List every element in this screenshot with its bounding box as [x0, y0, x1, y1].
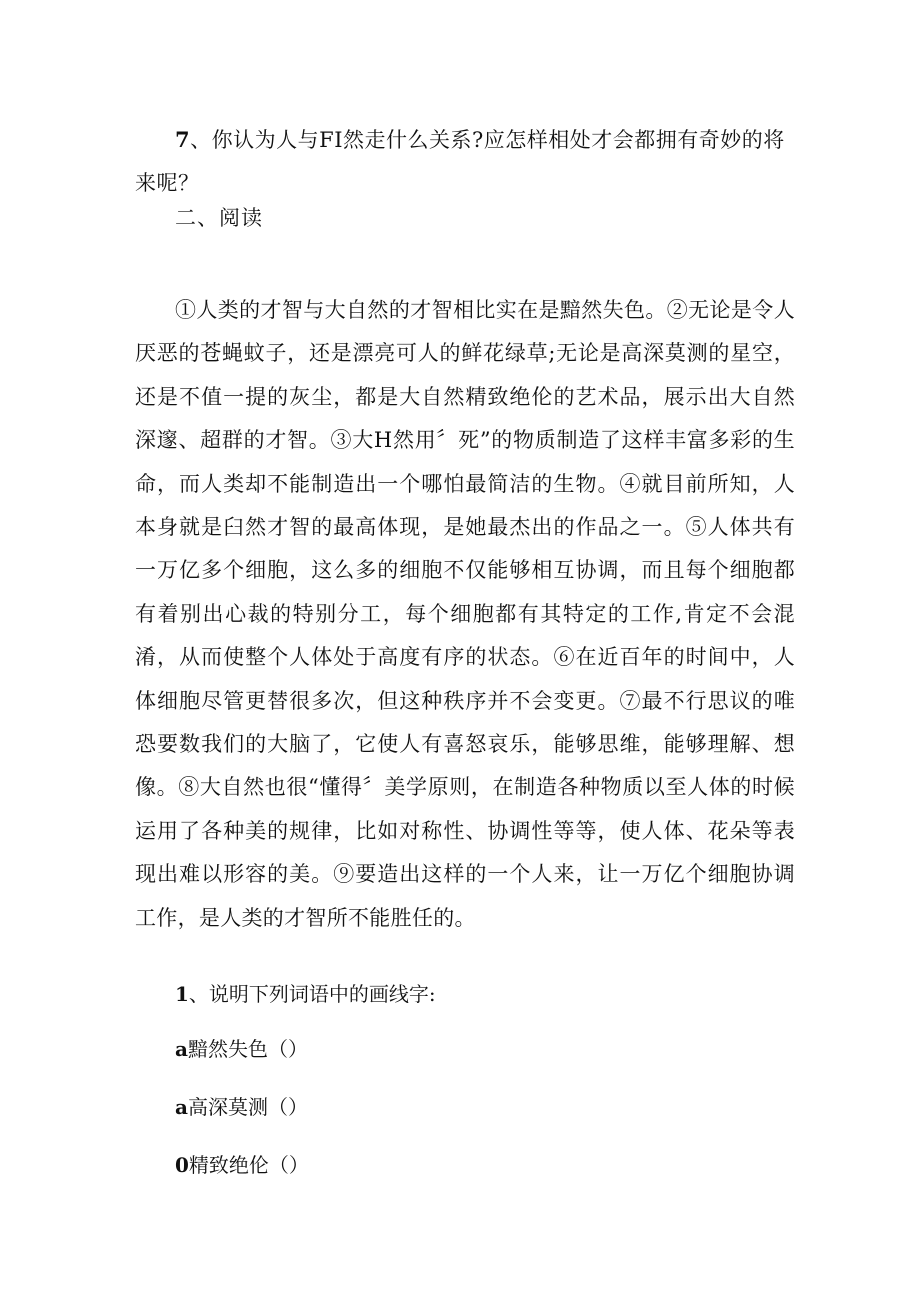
question-1-number: 1 [175, 982, 189, 1006]
vocab-item-text: 黯然失色（） [187, 1037, 308, 1061]
question-1 [175, 979, 436, 1009]
vocab-item [175, 1092, 308, 1122]
vocab-item [175, 1034, 308, 1064]
vocab-item-marker: a [175, 1037, 188, 1061]
question-7 [135, 118, 795, 205]
vocab-item-text: 高深莫测（） [187, 1095, 308, 1119]
vocab-item-marker: 0 [175, 1153, 189, 1177]
vocab-item [175, 1150, 309, 1180]
vocab-item-marker: a [175, 1095, 188, 1119]
question-1-text: 、说明下列词语中的画线字: [188, 982, 436, 1006]
section-heading-reading: 二、阅读 [175, 206, 263, 230]
question-7-text: 、你认为人与FI然走什么关系?应怎样相处才会都拥有奇妙的将来呢？ [135, 128, 785, 195]
reading-passage: ①人类的才智与大自然的才智相比实在是黯然失色。②无论是令人厌恶的苍蝇蚊子，还是漂亮可人的鲜花绿草;无论是高深莫测的星空，还是不值一提的灰尘，都是大自然精致绝伦的艺术品，展示出大自然深邃、超群的才智。③大H然用〞死”的物质制造了这样丰富多彩的生命，而人类却不能制造出一个哪怕最简洁的生物。④就目前所知，人本身就是臼然才智的最高体现，是她最杰出的作品之一。⑤人体共有一万亿多个细胞，这么多的细胞不仅能够相互协调，而且每个细胞都有着别出心裁的特别分工，每个细胞都有其特定的工作,肯定不会混淆，从而使整个人体处于高度有序的状态。⑥在近百年的时间中，人体细胞尽管更替很多次，但这种秩序并不会变更。⑦最不行思议的唯恐要数我们的大脑了，它使人有喜怒哀乐，能够思维，能够理解、想像。⑧大自然也很“懂得〞美学原则，在制造各种物质以至人体的时候运用了各种美的规律，比如对称性、协调性等等，使人体、花朵等表现出难以形容的美。⑨要造出这样的一个人来，让一万亿个细胞协调工作，是人类的才智所不能胜任的。 [135, 298, 795, 930]
vocab-item-text: 精致绝伦（） [188, 1153, 309, 1177]
question-7-number: 7 [175, 127, 191, 152]
